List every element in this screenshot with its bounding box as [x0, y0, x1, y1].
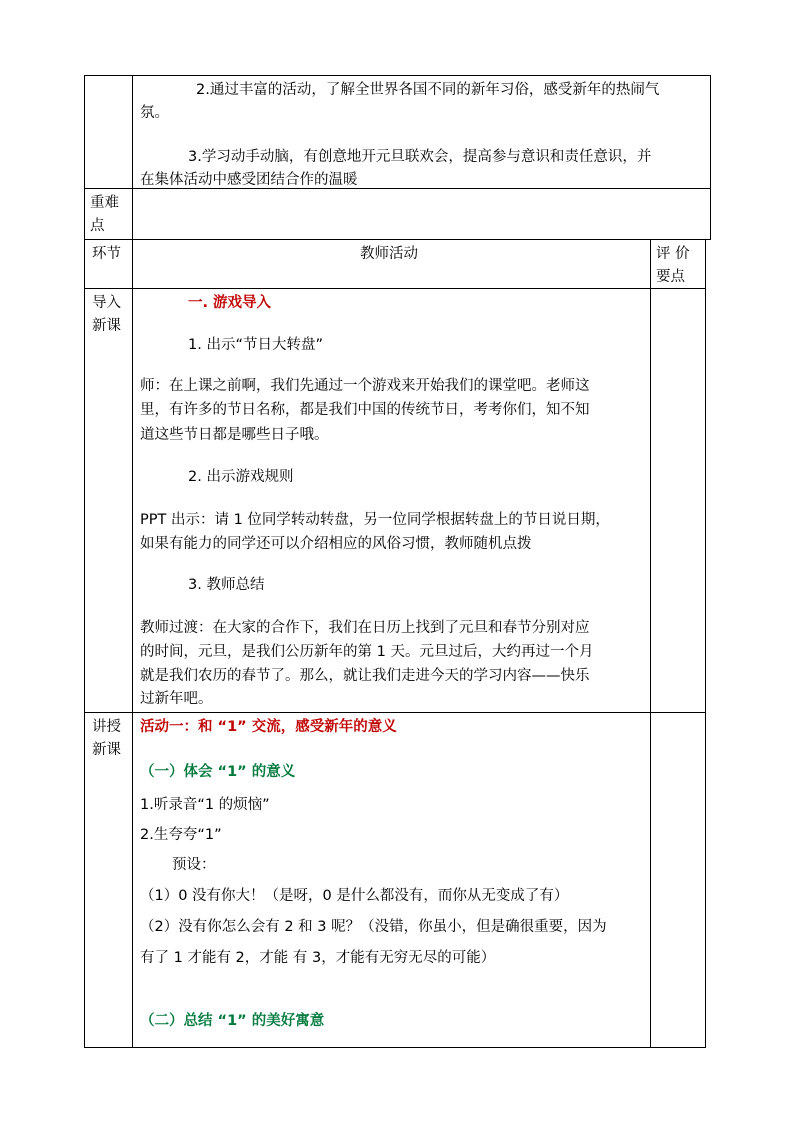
subsection-2-title: （二）总结 “1” 的美好寓意 [140, 1013, 325, 1029]
table-line-keypoints-bottom [84, 239, 711, 240]
table-col-divider-eval [650, 239, 651, 1048]
table-border-right-lower [705, 239, 706, 1048]
subsection-1-title: （一）体会 “1” 的意义 [140, 764, 296, 780]
goal-3-line-2: 在集体活动中感受团结合作的温暖 [140, 172, 358, 188]
table-col-divider [132, 75, 133, 1048]
header-teacher-activity: 教师活动 [360, 246, 418, 262]
intro-para-3-line-3: 就是我们农历的春节了。那么，就让我们走进今天的学习内容——快乐 [140, 668, 590, 684]
intro-label-2: 新课 [92, 318, 121, 334]
teach-answer-1: （1）0 没有你大！（是呀，0 是什么都没有，而你从无变成了有） [140, 888, 569, 904]
table-line-intro-bottom [84, 712, 706, 713]
teach-label-1: 讲授 [92, 719, 121, 735]
intro-para-3-line-2: 的时间，元旦，是我们公历新年的第 1 天。元旦过后，大约再过一个月 [140, 644, 594, 660]
intro-para-2-line-1: PPT 出示：请 1 位同学转动转盘，另一位同学根据转盘上的节日说日期， [140, 512, 610, 528]
table-line-header-bottom [84, 288, 706, 289]
teach-label-2: 新课 [92, 742, 121, 758]
header-stage: 环节 [92, 246, 121, 262]
key-points-label-1: 重难 [90, 195, 119, 211]
key-points-label-2: 点 [90, 218, 105, 234]
intro-heading: 一. 游戏导入 [188, 295, 272, 311]
intro-para-3-line-4: 过新年吧。 [140, 691, 213, 707]
goal-3-line-1: 3.学习动手动脑，有创意地开元旦联欢会，提高参与意识和责任意识，并 [188, 149, 652, 165]
intro-label-1: 导入 [92, 295, 121, 311]
header-evaluation-2: 要点 [656, 269, 685, 285]
goal-2-line-1: 2.通过丰富的活动，了解全世界各国不同的新年习俗，感受新年的热闹气 [196, 82, 660, 98]
intro-step-1: 1. 出示“节日大转盘” [188, 337, 323, 353]
teach-answer-2-line-2: 有了 1 才能有 2，才能 有 3，才能有无穷无尽的可能） [140, 950, 496, 966]
header-evaluation-1: 评 价 [656, 246, 690, 262]
table-border-top [84, 75, 711, 76]
teach-item-1: 1.听录音“1 的烦恼” [140, 797, 270, 813]
intro-step-2: 2. 出示游戏规则 [188, 469, 294, 485]
intro-para-1-line-2: 里，有许多的节日名称，都是我们中国的传统节日，考考你们，知不知 [140, 402, 590, 418]
activity-1-title: 活动一：和 “1” 交流，感受新年的意义 [140, 719, 397, 735]
teach-answer-2-line-1: （2）没有你怎么会有 2 和 3 呢？（没错，你虽小，但是确很重要，因为 [140, 919, 607, 935]
intro-para-2-line-2: 如果有能力的同学还可以介绍相应的风俗习惯，教师随机点拨 [140, 536, 532, 552]
teach-preset: 预设： [172, 857, 216, 873]
intro-para-1-line-1: 师：在上课之前啊，我们先通过一个游戏来开始我们的课堂吧。老师这 [140, 378, 590, 394]
goal-2-line-2: 氛。 [140, 105, 169, 121]
table-border-right-upper [710, 75, 711, 240]
intro-para-3-line-1: 教师过渡：在大家的合作下，我们在日历上找到了元旦和春节分别对应 [140, 620, 590, 636]
intro-step-3: 3. 教师总结 [188, 577, 265, 593]
intro-para-1-line-3: 道这些节日都是哪些日子哦。 [140, 427, 329, 443]
table-border-bottom [84, 1047, 706, 1048]
table-border-left [84, 75, 85, 1048]
teach-item-2: 2.生夸夸“1” [140, 827, 222, 843]
